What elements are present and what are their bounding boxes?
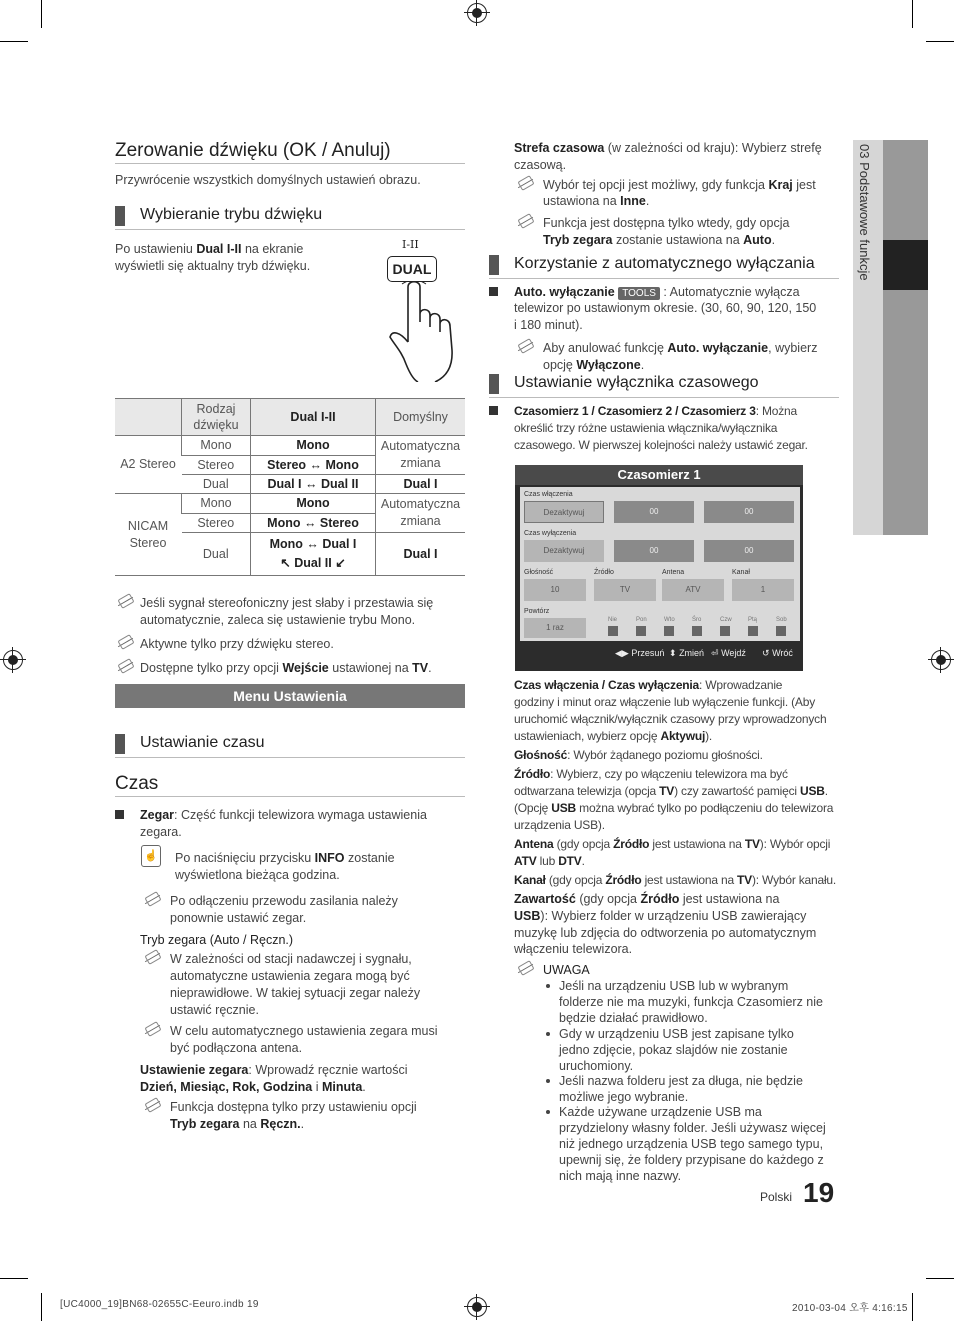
note-pencil-icon [143,949,163,963]
table-header: Domyślny [376,399,466,436]
table-cell: Mono [182,494,251,514]
crop-mark [41,0,42,28]
move-arrows-icon: ◀▶ [615,648,629,658]
note-text: Aktywne tylko przy dźwięku stereo. [140,637,334,651]
return-icon: ↺ [762,648,770,658]
note-pencil-icon [143,891,163,905]
osd-label: Powtórz [524,608,550,615]
heading-timer: Ustawianie wyłącznika czasowego [514,374,759,391]
uwaga-item: będzie działać prawidłowo. [559,1011,708,1025]
uwaga-item: Jeśli na urządzeniu USB lub w wybranym [559,979,789,993]
note-text: ponownie ustawić zegar. [170,911,307,925]
auto-text: telewizor po ustawionym okresie. (30, 60, 90, 120, 150 [514,301,817,315]
note-text: Jeśli sygnał stereofoniczny jest słaby i przestawia się [140,596,434,610]
crop-mark [0,41,28,42]
chapter-tab [853,140,928,535]
table-cell: Dual I [376,533,466,576]
uwaga-item: przydzielony własny folder. Jeśli używasz więcej [559,1121,826,1135]
za-text: muzykę lub zdjęcia do odtworzenia po automatycznym [514,926,817,940]
note-pencil-icon [516,175,536,189]
osd-footer-enter: ⏎ Wejdź [711,648,746,658]
chapter-tab-marker [883,240,928,290]
language-label: Polski [760,1190,793,1204]
auto-text: Auto. wyłączanie TOOLS : Automatycznie wyłącza [514,285,800,299]
osd-panel [520,487,800,641]
note-text: Funkcja jest dostępna tylko wtedy, gdy opcja [543,216,790,230]
cw-text: uruchomić włącznik/wyłącznik czasowy przy wprowadzonych [514,712,827,726]
uwaga-item: uruchomiony. [559,1059,634,1073]
mode-text: Po ustawieniu Dual I-II na ekranie [115,242,304,256]
table-cell: Automatyczna zmiana [376,436,466,475]
osd-day-checkbox[interactable] [608,626,618,636]
gl-text: Głośność: Wybór żądanego poziomu głośności. [514,748,763,762]
table-header [115,399,182,436]
uwaga-item: jedno zdjęcie, pokaz slajdów nie zostanie [559,1043,788,1057]
osd-day-label: Wto [664,617,675,623]
za-text: USB): Wybierz folder w urządzeniu USB zawierający [514,909,807,923]
osd-label: Kanał [732,569,750,576]
zr-text: odtwarzana telewizja (opcja TV) czy zawartość pamięci USB. [514,784,828,798]
osd-on-state[interactable]: Dezaktywuj [524,501,604,523]
heading-rule [489,278,839,279]
bullet-dot [546,1079,550,1083]
osd-day-checkbox[interactable] [636,626,646,636]
timer-text: określić trzy różne ustawienia włącznika/wyłącznika [514,421,778,435]
crop-mark [912,0,913,28]
osd-day-checkbox[interactable] [664,626,674,636]
uwaga-item: niż jednego urządzenia USB tego samego typu, [559,1137,824,1151]
print-file-info: [UC4000_19]BN68-02655C-Eeuro.indb 19 [60,1299,259,1310]
osd-footer-change: ⬍ Zmień [669,648,705,658]
note-text: W zależności od stacji nadawczej i sygnału, [170,952,412,966]
reset-description: Przywrócenie wszystkich domyślnych ustawień obrazu. [115,173,421,187]
cw-text: godziny i minut oraz włączenie lub wyłączenie funkcji. (Aby [514,695,816,709]
note-text: Tryb zegara zostanie ustawiona na Auto. [543,233,776,247]
note-text: ustawiona na Inne. [543,194,650,208]
info-text: Po naciśnięciu przycisku INFO zostanie [175,851,395,865]
osd-label: Głośność [524,569,554,576]
osd-day-checkbox[interactable] [692,626,702,636]
heading-auto-off: Korzystanie z automatycznego wyłączania [514,255,815,272]
osd-repeat[interactable]: 1 raz [524,618,586,638]
osd-day-label: Sob [776,617,787,623]
osd-label: Czas wyłączenia [524,530,577,537]
change-arrows-icon: ⬍ [669,648,677,658]
ustawienie-text: Dzień, Miesiąc, Rok, Godzina i Minuta. [140,1080,366,1094]
heading-rule [489,397,839,398]
note-text: opcję Wyłączone. [543,358,645,372]
note-text: Wybór tej opcji jest możliwy, gdy funkcja Kraj jest [543,178,816,192]
timer-text: Czasomierz 1 / Czasomierz 2 / Czasomierz 3: Można [514,404,797,418]
uwaga-item: upewnij się, że foldery przypisane do każdego z [559,1153,824,1167]
note-pencil-icon [143,1021,163,1035]
osd-off-minute[interactable]: 00 [704,540,794,562]
mode-text: wyświetli się aktualny tryb dźwięku. [115,259,311,273]
table-cell: Stereo [182,455,251,475]
note-pencil-icon [516,338,536,352]
timer-osd-screen [515,465,803,671]
tryb-heading: Tryb zegara (Auto / Ręczn.) [140,933,294,947]
zegar-text: Zegar: Część funkcji telewizora wymaga ustawienia [140,808,427,822]
note-text: Dostępne tylko przy opcji Wejście ustawionej na TV. [140,661,432,675]
heading-rule [115,757,465,758]
table-cell: Dual I [376,475,466,494]
table-cell: Dual [182,475,251,494]
bullet-dot [546,984,550,988]
page-number: 19 [803,1177,835,1208]
osd-on-minute[interactable]: 00 [704,501,794,523]
note-pencil-icon [116,634,136,648]
an-text: Antena (gdy opcja Źródło jest ustawiona na TV): Wybór opcji [514,837,831,851]
zr-text: Źródło: Wybierz, czy po włączeniu telewizora ma być [514,767,788,781]
tools-button-icon: TOOLS [618,287,660,300]
enter-icon: ⏎ [711,648,719,658]
note-text: Tryb zegara na Ręczn.. [170,1117,305,1131]
heading-sound-reset: Zerowanie dźwięku (OK / Anuluj) [115,140,391,161]
heading-rule [115,796,465,797]
osd-day-checkbox[interactable] [748,626,758,636]
table-cell: Mono [182,436,251,456]
uwaga-item: folderze nie ma muzyki, funkcja Czasomierz nie [559,995,823,1009]
note-text: być podłączona antena. [170,1041,303,1055]
heading-rule [115,229,465,230]
heading-time-setting: Ustawianie czasu [140,734,265,751]
crop-mark [0,1278,28,1279]
bullet-dot [546,1032,550,1036]
an-text: ATV lub DTV. [514,854,585,868]
print-date-info: 2010-03-04 오후 4:16:15 [792,1303,908,1314]
note-pencil-icon [143,1097,163,1111]
hand-press-icon [380,282,470,382]
osd-off-state[interactable]: Dezaktywuj [524,540,604,562]
registration-mark-icon [3,650,23,670]
registration-mark-icon [467,1297,487,1317]
osd-title: Czasomierz 1 [515,465,803,485]
table-cell: Mono [251,436,376,456]
osd-day-checkbox[interactable] [776,626,786,636]
bullet-square [489,287,498,296]
osd-day-label: Nie [608,617,618,623]
bullet-square [489,406,498,415]
strefa-text: Strefa czasowa (w zależności od kraju): Wybierz strefę [514,141,822,155]
note-pencil-icon [116,658,136,672]
table-cell: Dual I ↔ Dual II [251,475,376,494]
menu-section-bar: Menu Ustawienia [115,684,465,708]
table-header: Dual I-II [251,399,376,436]
info-text: wyświetlona bieżąca godzina. [175,868,340,882]
osd-source[interactable]: TV [594,579,656,601]
osd-label: Źródło [594,569,614,576]
table-cell: Mono [251,494,376,514]
heading-rule [115,163,465,164]
table-cell: Mono ↔ Stereo [251,513,376,533]
ustawienie-text: Ustawienie zegara: Wprowadź ręcznie wartości [140,1063,408,1077]
osd-antenna[interactable]: ATV [662,579,724,601]
osd-on-hour[interactable]: 00 [614,501,694,523]
uwaga-item: Każde używane urządzenie USB ma [559,1105,762,1119]
table-header: Rodzaj dźwięku [182,399,251,436]
note-text: W celu automatycznego ustawienia zegara musi [170,1024,438,1038]
dual-button-icon: DUAL [387,256,437,282]
note-pencil-icon [516,960,536,974]
osd-volume[interactable]: 10 [524,579,586,601]
za-text: włączeniu telewizora. [514,942,633,956]
table-cell: Mono ↔ Dual I ↖ Dual II ↙ [251,533,376,576]
osd-label: Antena [662,569,685,576]
table-cell: Stereo ↔ Mono [251,455,376,475]
note-text: automatyczne ustawienia zegara mogą być [170,969,410,983]
note-text: Aby anulować funkcję Auto. wyłączanie, wybierz [543,341,818,355]
zr-text: urządzenia USB). [514,818,605,832]
note-text: automatycznie, zaleca się ustawienie trybu Mono. [140,613,416,627]
note-pencil-icon [516,213,536,227]
uwaga-item: Jeśli nazwa folderu jest za długa, nie będzie [559,1074,803,1088]
chapter-tab-text: 03 Podstawowe funkcje [857,144,872,281]
crop-mark [926,41,954,42]
crop-mark [41,1293,42,1321]
uwaga-item: możliwe jego wybranie. [559,1090,689,1104]
za-text: Zawartość (gdy opcja Źródło jest ustawiona na [514,892,780,906]
crop-mark [926,1278,954,1279]
registration-mark-icon [467,3,487,23]
dual-label-top: I-II [402,238,419,251]
osd-channel[interactable]: 1 [732,579,794,601]
chapter-tab-dark [883,140,928,535]
table-cell: Dual [182,533,251,576]
uwaga-item: nich mają inne nazwy. [559,1169,682,1183]
bullet-dot [546,1110,550,1114]
heading-sound-mode: Wybieranie trybu dźwięku [140,206,323,223]
uwaga-item: Gdy w urządzeniu USB jest zapisane tylko [559,1027,794,1041]
table-cell: Automatyczna zmiana [376,494,466,533]
osd-label: Czas włączenia [524,491,573,498]
osd-day-label: Pon [636,617,647,623]
table-cell: Stereo [182,513,251,533]
table-cell: NICAM Stereo [115,494,182,576]
osd-day-label: Śro [692,617,702,623]
osd-off-hour[interactable]: 00 [614,540,694,562]
osd-footer-move: ◀▶ Przesuń [615,648,665,658]
registration-mark-icon [931,650,951,670]
zegar-text: zegara. [140,825,182,839]
osd-day-checkbox[interactable] [720,626,730,636]
sound-mode-table [115,398,465,576]
uwaga-heading: UWAGA [543,963,590,977]
osd-day-label: Ptą [748,617,758,623]
note-text: nieprawidłowe. W takiej sytuacji zegar należy [170,986,421,1000]
zr-text: (Opcję USB można wybrać tylko po podłączeniu do telewizora [514,801,834,815]
osd-day-label: Czw [720,617,732,623]
heading-czas: Czas [115,773,159,794]
bullet-square [115,810,124,819]
auto-text: i 180 minut). [514,318,583,332]
table-cell: A2 Stereo [115,436,182,494]
osd-footer-return: ↺ Wróć [762,648,793,658]
hand-note-icon: ☝ [141,845,161,867]
note-pencil-icon [116,593,136,607]
strefa-text: czasową. [514,158,567,172]
timer-text: czasowego. W pierwszej kolejności należy ustawić zegar. [514,438,808,452]
ka-text: Kanał (gdy opcja Źródło jest ustawiona na TV): Wybór kanału. [514,873,837,887]
cw-text: ustawieniach, wybierz opcję Aktywuj). [514,729,713,743]
cw-text: Czas włączenia / Czas wyłączenia: Wprowadzanie [514,678,783,692]
note-text: Po odłączeniu przewodu zasilania należy [170,894,398,908]
note-text: Funkcja dostępna tylko przy ustawieniu opcji [170,1100,417,1114]
crop-mark [912,1293,913,1321]
note-text: ustawić ręcznie. [170,1003,259,1017]
